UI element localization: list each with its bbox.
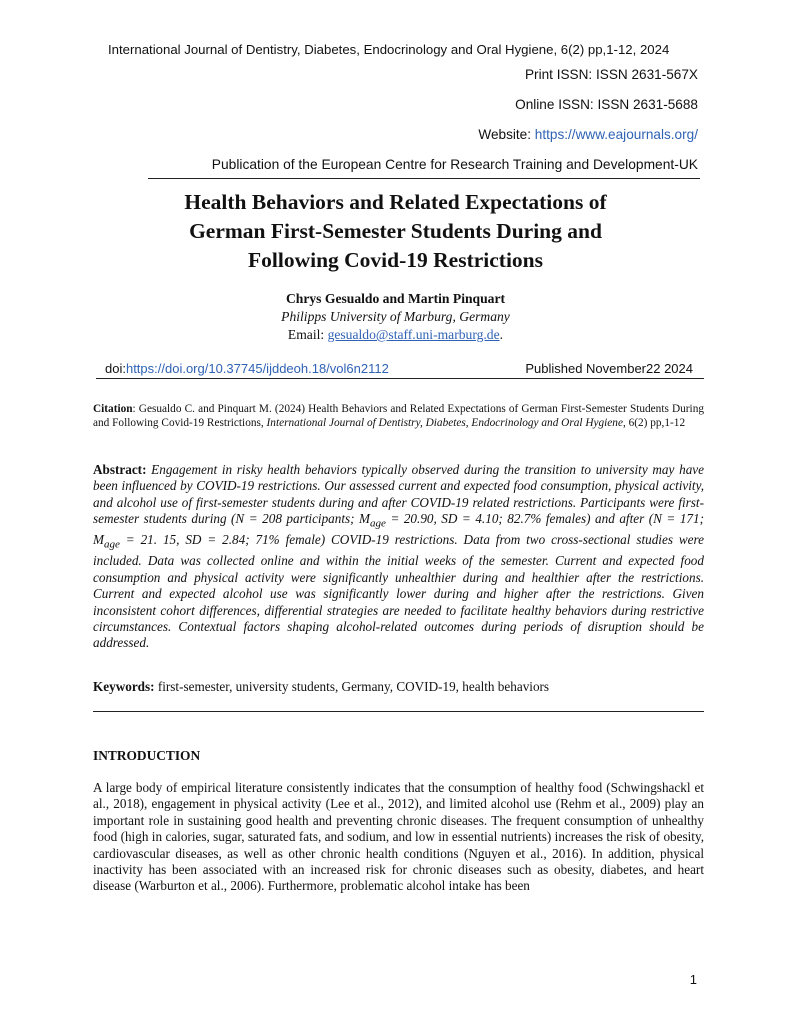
introduction-paragraph: A large body of empirical literature consistently indicates that the consumption of healthy food (Schwingshackl et al., 2018), engagement in physical activity (Lee et al., 2012), and limited alcohol use (Rehm et al., 2009) play an important role in sustaining good health and preventing chronic diseases. The frequent consumption of unhealthy food (high in calories, sugar, saturated fats, and sodium, and low in essential nutrients) increases the risk of obesity, cardiovascular diseases, as well as other chronic health conditions (Nguyen et al., 2016). In addition, physical inactivity has been associated with an increased risk for chronic diseases such as obesity, diabetes, and heart disease (Warburton et al., 2006). Furthermore, problematic alcohol intake has been: [93, 780, 704, 894]
citation-label: Citation: [93, 403, 133, 415]
doi-link[interactable]: https://doi.org/10.37745/ijddeoh.18/vol6n2112: [125, 361, 389, 376]
page-number: 1: [689, 972, 697, 987]
published-date: Published November22 2024: [525, 361, 693, 376]
citation-text: : Gesualdo C. and Pinquart M. (2024) Health Behaviors and Related Expectations of German First-Semester Students During and Following Covid-19 Restrictions,: [93, 403, 704, 430]
abstract: [93, 462, 704, 652]
email-suffix: .: [499, 327, 504, 342]
journal-citation-header: International Journal of Dentistry, Diabetes, Endocrinology and Oral Hygiene, 6(2) pp,1-12, 2024: [108, 42, 670, 57]
doi-line: [105, 361, 693, 376]
publisher-line: Publication of the European Centre for Research Training and Development-UK: [211, 157, 698, 172]
author-email-line: [100, 326, 691, 344]
doi-label: doi:: [105, 361, 126, 376]
website-label: Website:: [478, 127, 535, 142]
title-line: Health Behaviors and Related Expectations of: [184, 190, 607, 214]
author-names: Chrys Gesualdo and Martin Pinquart: [285, 291, 506, 306]
author-affiliation: Philipps University of Marburg, Germany: [281, 309, 510, 324]
title-line: Following Covid-19 Restrictions: [247, 248, 544, 272]
email-link[interactable]: gesualdo@staff.uni-marburg.de: [327, 327, 500, 342]
citation-block: [93, 402, 704, 430]
website-line: [478, 127, 698, 142]
header-divider: [148, 178, 700, 179]
abstract-label: Abstract:: [93, 462, 147, 477]
doi-divider: [96, 378, 704, 379]
email-label: Email:: [287, 327, 328, 342]
abstract-text: Engagement in risky health behaviors typically observed during the transition to university may have been influenced by COVID-19 restrictions. Our assessed current and expected food consumption, physical activity, and alcohol use of first-semester students during and after COVID-19 related restrictions. Participants were first-semester students during (N = 208 participants; $M_{age} = 20.90$, SD = 4.10; 82.7% females) and after (N = 171; $M_{age} = 21$. 15, SD = 2.84; 71% female) COVID-19 restrictions. Data from two cross-sectional studies were included. Data was collected online and within the initial weeks of the semester. Current and expected food consumption and physical activity were significantly unhealthier during and healthier after the restrictions. Current and expected alcohol use was significantly lower during and higher after the restrictions. Given inconsistent cohort differences, differential strategies are needed to facilitate healthy behaviors during restrictive circumstances. Contextual factors shaping alcohol-related outcomes during periods of disruption should be addressed.: [93, 462, 704, 651]
paper-title: [100, 188, 691, 275]
citation-journal: International Journal of Dentistry, Diabetes, Endocrinology and Oral Hygiene: [266, 417, 623, 430]
title-line: German First-Semester Students During and: [189, 219, 602, 243]
online-issn: Online ISSN: ISSN 2631-5688: [515, 97, 698, 112]
section-heading-introduction: INTRODUCTION: [93, 748, 201, 763]
citation-tail: , 6(2) pp,1-12: [622, 417, 686, 430]
keywords-divider: [93, 711, 704, 712]
website-link[interactable]: https://www.eajournals.org/: [534, 127, 698, 142]
keywords-text: first-semester, university students, Germany, COVID-19, health behaviors: [154, 679, 550, 694]
keywords: [93, 679, 704, 695]
author-block: [100, 290, 691, 344]
keywords-label: Keywords:: [93, 679, 155, 694]
print-issn: Print ISSN: ISSN 2631-567X: [524, 67, 698, 82]
